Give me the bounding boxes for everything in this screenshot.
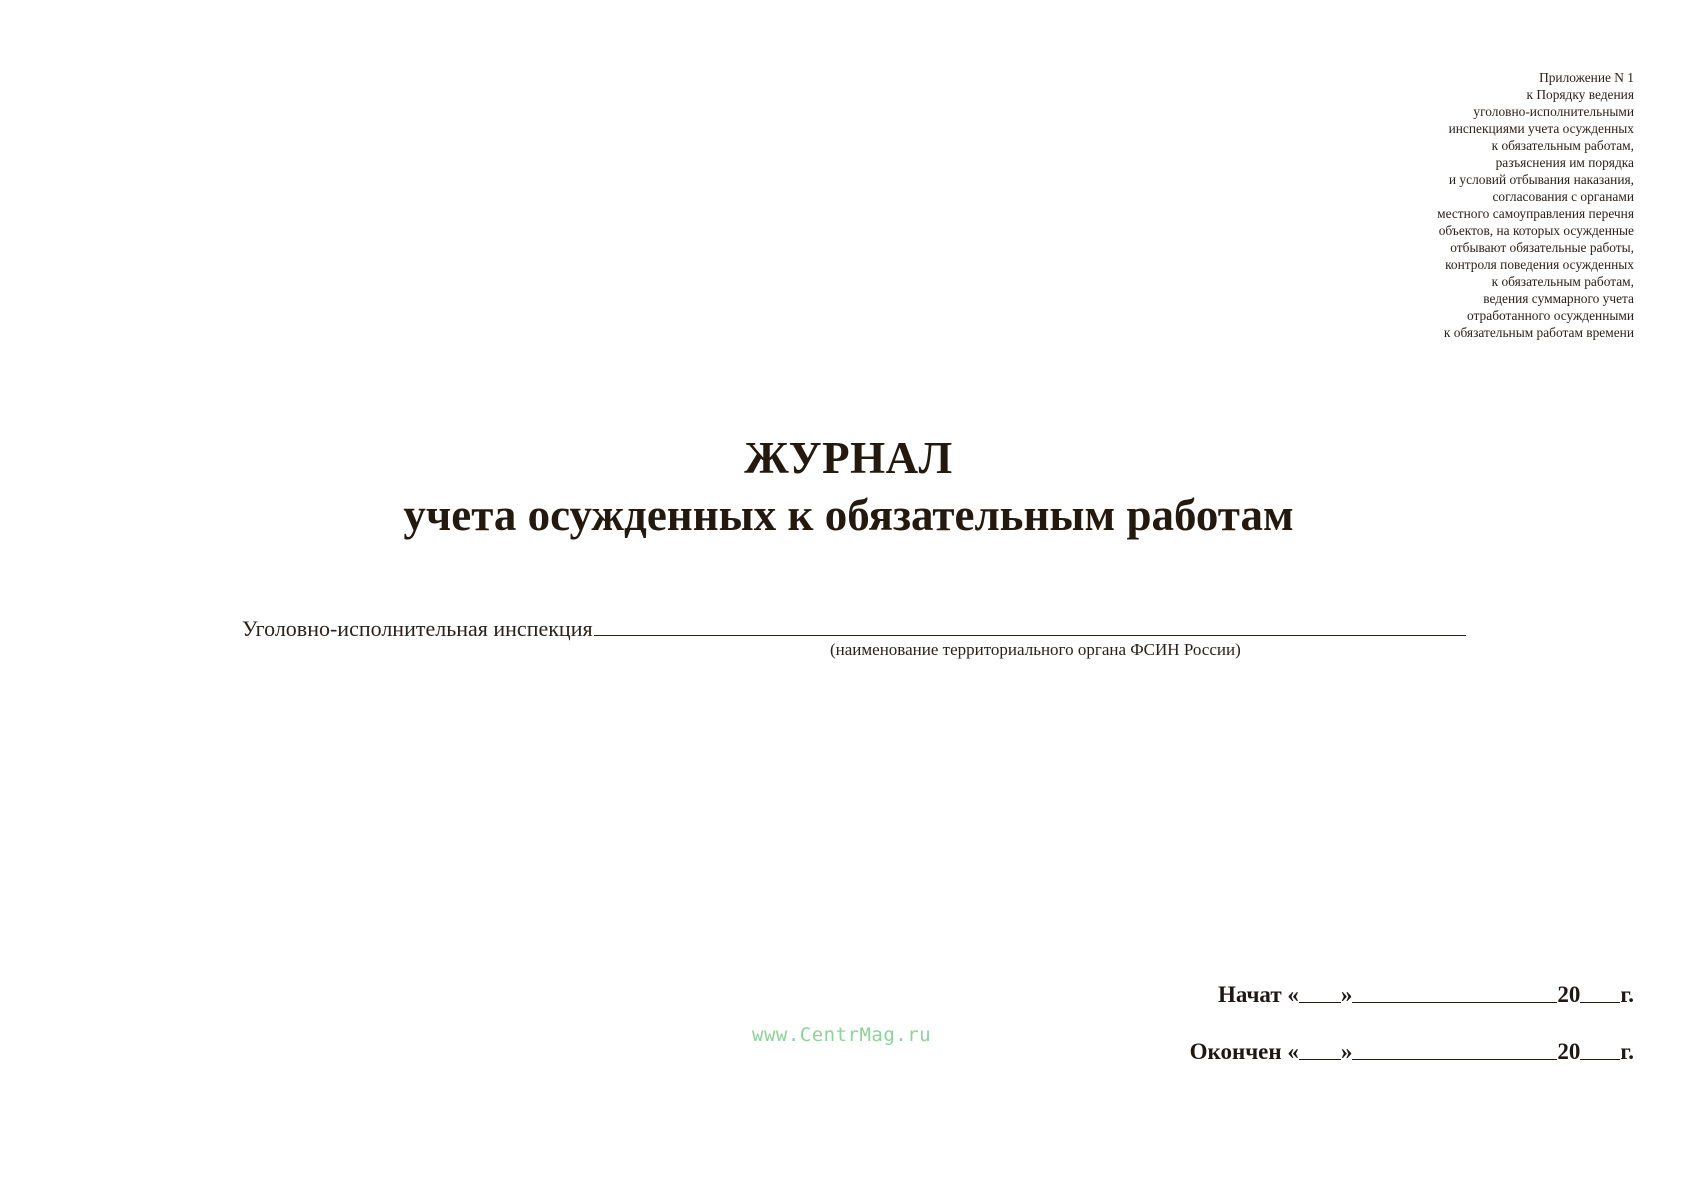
end-day-blank[interactable] bbox=[1299, 1059, 1341, 1060]
year-prefix: 20 bbox=[1557, 1039, 1581, 1064]
start-year-blank[interactable] bbox=[1580, 1002, 1620, 1003]
year-suffix: г. bbox=[1620, 1039, 1634, 1064]
start-month-blank[interactable] bbox=[1352, 1002, 1557, 1003]
inspection-label: Уголовно-исполнительная инспекция bbox=[242, 616, 593, 641]
appendix-line: местного самоуправления перечня bbox=[1437, 206, 1634, 221]
appendix-line: Приложение N 1 bbox=[1539, 70, 1634, 85]
appendix-line: уголовно-исполнительными bbox=[1473, 104, 1634, 119]
inspection-caption: (наименование территориального органа ФСИН России) bbox=[830, 640, 1241, 659]
watermark: www.CentrMag.ru bbox=[752, 1024, 932, 1046]
appendix-line: к обязательным работам времени bbox=[1443, 325, 1634, 340]
year-suffix: г. bbox=[1620, 982, 1634, 1007]
inspection-fill-line[interactable] bbox=[594, 635, 1466, 636]
end-date-row bbox=[1190, 1039, 1634, 1065]
appendix-line: к Порядку ведения bbox=[1526, 87, 1634, 102]
appendix-line: отработанного осужденными bbox=[1467, 308, 1634, 323]
appendix-note bbox=[1294, 69, 1634, 341]
appendix-line: к обязательным работам, bbox=[1491, 138, 1634, 153]
appendix-line: разъяснения им порядка bbox=[1495, 155, 1634, 170]
start-date-label: Начат bbox=[1217, 982, 1282, 1007]
open-quote: « bbox=[1287, 1039, 1299, 1064]
appendix-line: объектов, на которых осужденные bbox=[1438, 223, 1634, 238]
start-date-row bbox=[1218, 982, 1634, 1008]
appendix-line: и условий отбывания наказания, bbox=[1448, 172, 1634, 187]
open-quote: « bbox=[1287, 982, 1299, 1007]
title-subtitle: учета осужденных к обязательным работам bbox=[403, 490, 1294, 540]
close-quote: » bbox=[1340, 982, 1353, 1007]
document-title bbox=[0, 430, 1697, 544]
appendix-line: ведения суммарного учета bbox=[1483, 291, 1634, 306]
start-day-blank[interactable] bbox=[1299, 1002, 1341, 1003]
appendix-line: контроля поведения осужденных bbox=[1445, 257, 1634, 272]
year-prefix: 20 bbox=[1557, 982, 1581, 1007]
inspection-field bbox=[242, 612, 1466, 642]
appendix-line: к обязательным работам, bbox=[1491, 274, 1634, 289]
appendix-line: отбывают обязательные работы, bbox=[1450, 240, 1634, 255]
appendix-line: согласования с органами bbox=[1492, 189, 1634, 204]
end-month-blank[interactable] bbox=[1352, 1059, 1557, 1060]
appendix-line: инспекциями учета осужденных bbox=[1448, 121, 1634, 136]
title-main: ЖУРНАЛ bbox=[744, 433, 953, 483]
end-year-blank[interactable] bbox=[1580, 1059, 1620, 1060]
end-date-label: Окончен bbox=[1189, 1039, 1282, 1064]
close-quote: » bbox=[1340, 1039, 1353, 1064]
